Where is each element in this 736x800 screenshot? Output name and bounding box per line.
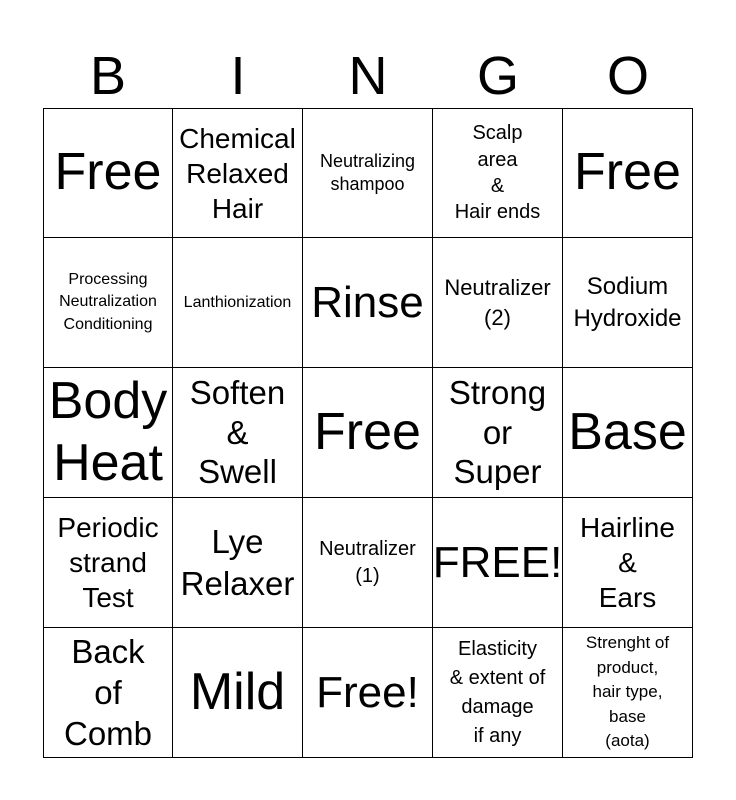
cell-text: Processing Neutralization Conditioning bbox=[59, 271, 157, 333]
cell-text: Soften & Swell bbox=[189, 374, 286, 491]
bingo-cell[interactable] bbox=[433, 108, 563, 238]
bingo-cell[interactable] bbox=[173, 108, 303, 238]
bingo-cell[interactable] bbox=[43, 368, 173, 498]
bingo-cell[interactable] bbox=[433, 498, 563, 628]
header-letter-i: I bbox=[230, 46, 246, 106]
cell-text: FREE! bbox=[433, 537, 563, 587]
bingo-cell[interactable] bbox=[43, 498, 173, 628]
cell-text: Lanthionization bbox=[183, 293, 292, 311]
cell-text: Strong or Super bbox=[448, 374, 547, 491]
bingo-cell[interactable] bbox=[303, 238, 433, 368]
bingo-cell[interactable] bbox=[433, 368, 563, 498]
cell-text: Rinse bbox=[311, 277, 424, 327]
cell-text: Periodic strand Test bbox=[57, 512, 159, 613]
bingo-cell[interactable] bbox=[433, 238, 563, 368]
cell-text: Hairline & Ears bbox=[580, 512, 675, 613]
header-letter-g: G bbox=[476, 46, 519, 106]
cell-text: Back of Comb bbox=[63, 632, 153, 753]
header-letter-o: O bbox=[606, 46, 649, 106]
cell-text: Free bbox=[574, 143, 681, 202]
bingo-cell[interactable] bbox=[303, 498, 433, 628]
bingo-cell[interactable] bbox=[43, 628, 173, 758]
cell-text: Lye Relaxer bbox=[180, 523, 295, 602]
bingo-cell[interactable] bbox=[563, 238, 693, 368]
bingo-cell[interactable] bbox=[563, 108, 693, 238]
bingo-cell[interactable] bbox=[563, 368, 693, 498]
bingo-cell[interactable] bbox=[173, 628, 303, 758]
bingo-card-grid bbox=[43, 108, 693, 758]
cell-text: Scalp area & Hair ends bbox=[454, 122, 541, 224]
bingo-cell[interactable] bbox=[303, 628, 433, 758]
bingo-cell[interactable] bbox=[433, 628, 563, 758]
header-letter-n: N bbox=[348, 46, 388, 106]
bingo-cell[interactable] bbox=[173, 238, 303, 368]
cell-text: Sodium Hydroxide bbox=[573, 273, 682, 332]
bingo-cell[interactable] bbox=[563, 498, 693, 628]
bingo-cell[interactable] bbox=[43, 238, 173, 368]
bingo-cell[interactable] bbox=[173, 498, 303, 628]
cell-text: Neutralizer (2) bbox=[444, 275, 551, 330]
cell-text: Free! bbox=[316, 667, 419, 717]
bingo-cell[interactable] bbox=[303, 368, 433, 498]
cell-text: Neutralizer (1) bbox=[319, 538, 416, 587]
cell-text: Elasticity & extent of damage if any bbox=[449, 637, 546, 747]
header-letter-b: B bbox=[89, 46, 127, 106]
cell-text: Mild bbox=[189, 662, 286, 721]
bingo-cell[interactable] bbox=[303, 108, 433, 238]
cell-text: Free bbox=[54, 143, 162, 202]
bingo-cell[interactable] bbox=[563, 628, 693, 758]
bingo-header bbox=[43, 44, 693, 108]
cell-text: Base bbox=[568, 402, 687, 461]
cell-text: Neutralizing shampoo bbox=[319, 150, 416, 194]
bingo-cell[interactable] bbox=[173, 368, 303, 498]
bingo-cell[interactable] bbox=[43, 108, 173, 238]
cell-text: Free bbox=[314, 402, 421, 461]
cell-text: Chemical Relaxed Hair bbox=[179, 122, 296, 224]
cell-text: Strenght of product, hair type, base (aota) bbox=[585, 632, 670, 751]
cell-text: Body Heat bbox=[48, 372, 168, 492]
